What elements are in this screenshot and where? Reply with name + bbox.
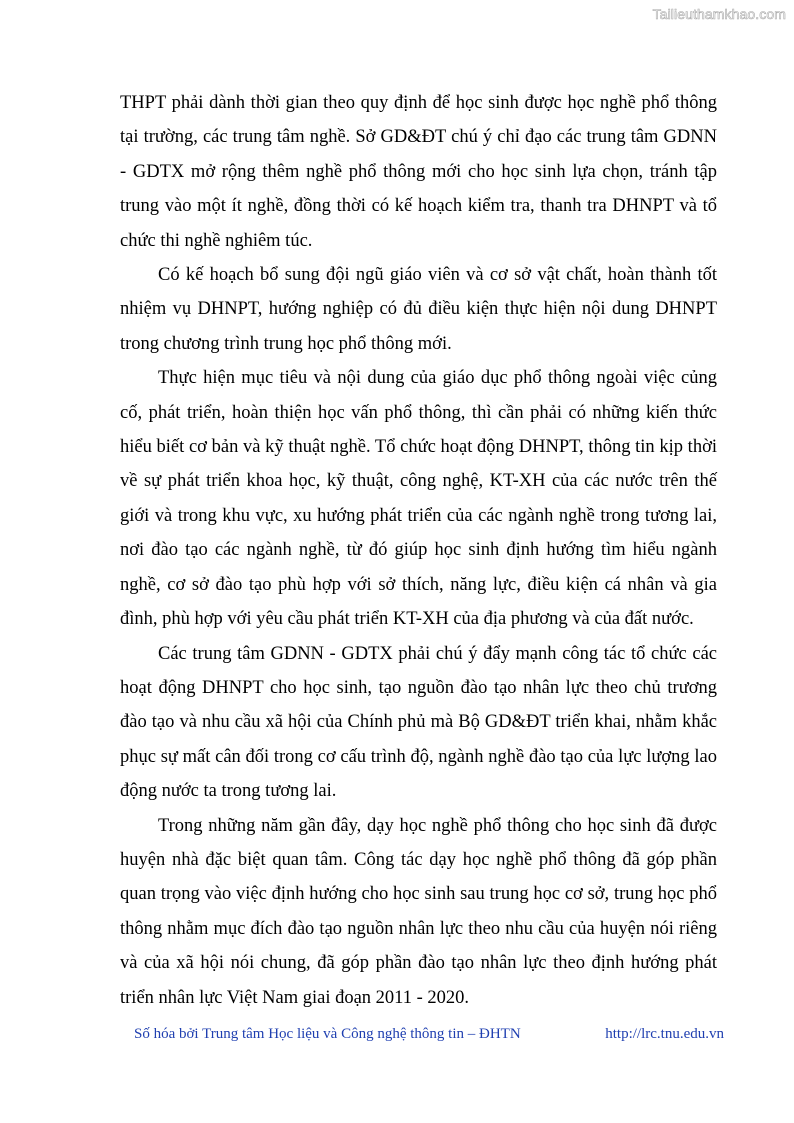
document-body [120,86,717,1015]
footer-credit: Số hóa bởi Trung tâm Học liệu và Công nghệ thông tin – ĐHTN [134,1026,521,1042]
paragraph-2: Có kế hoạch bổ sung đội ngũ giáo viên và cơ sở vật chất, hoàn thành tốt nhiệm vụ DHNPT, hướng nghiệp có đủ điều kiện thực hiện nội dung DHNPT trong chương trình trung học phổ thông mới. [120,265,717,354]
paragraph-5: Trong những năm gần đây, dạy học nghề phổ thông cho học sinh đã được huyện nhà đặc biệt quan tâm. Công tác dạy học nghề phổ thông đã góp phần quan trọng vào việc định hướng cho học sinh sau trung học cơ sở, trung học phổ thông nhằm mục đích đào tạo nguồn nhân lực theo nhu cầu của huyện nói riêng và của xã hội nói chung, đã góp phần đào tạo nhân lực theo định hướng phát triển nhân lực Việt Nam giai đoạn 2011 - 2020. [120,815,717,1008]
watermark: Tailieuthamkhao.com [652,6,786,22]
paragraph-4: Các trung tâm GDNN - GDTX phải chú ý đẩy mạnh công tác tổ chức các hoạt động DHNPT cho học sinh, tạo nguồn đào tạo nhân lực theo chủ trương đào tạo và nhu cầu xã hội của Chính phủ mà Bộ GD&ĐT triển khai, nhằm khắc phục sự mất cân đối trong cơ cấu trình độ, ngành nghề đào tạo của lực lượng lao động nước ta trong tương lai. [120,643,717,802]
footer-link[interactable]: http://lrc.tnu.edu.vn [605,1026,724,1042]
paragraph-3: Thực hiện mục tiêu và nội dung của giáo dục phổ thông ngoài việc củng cố, phát triển, hoàn thiện học vấn phổ thông, thì cần phải có những kiến thức hiểu biết cơ bản và kỹ thuật nghề. Tổ chức hoạt động DHNPT, thông tin kịp thời về sự phát triển khoa học, kỹ thuật, công nghệ, KT-XH của các nước trên thế giới và trong khu vực, xu hướng phát triển của các ngành nghề trong tương lai, nơi đào tạo các ngành nghề, từ đó giúp học sinh định hướng tìm hiểu ngành nghề, cơ sở đào tạo phù hợp với sở thích, năng lực, điều kiện cá nhân và gia đình, phù hợp với yêu cầu phát triển KT-XH của địa phương và của đất nước. [120,368,717,630]
paragraph-1: THPT phải dành thời gian theo quy định để học sinh được học nghề phổ thông tại trường, các trung tâm nghề. Sở GD&ĐT chú ý chỉ đạo các trung tâm GDNN - GDTX mở rộng thêm nghề phổ thông mới cho học sinh lựa chọn, tránh tập trung vào một ít nghề, đồng thời có kế hoạch kiểm tra, thanh tra DHNPT và tổ chức thi nghề nghiêm túc. [120,93,717,251]
